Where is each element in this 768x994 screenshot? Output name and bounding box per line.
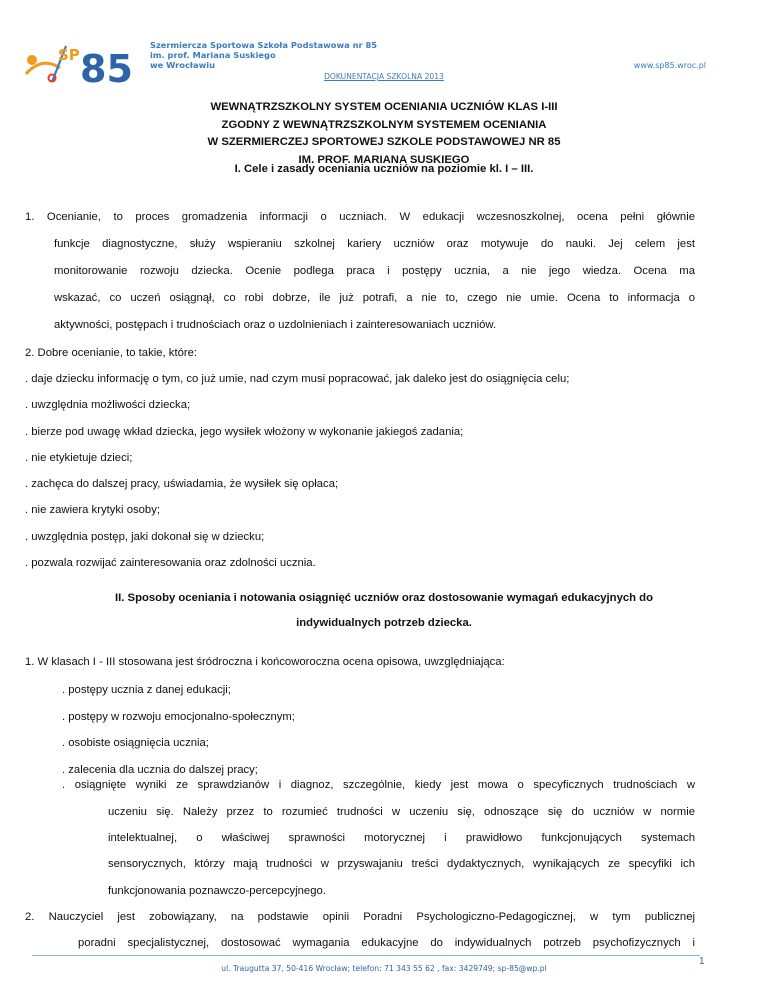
s1-paragraph-2: 2. Dobre ocenianie, to takie, które: — [25, 347, 198, 359]
document-title — [0, 99, 768, 169]
title-line: WEWNĄTRZSZKOLNY SYSTEM OCENIANIA UCZNIÓW KLAS I-III — [210, 101, 558, 113]
section-2-heading-line: II. Sposoby oceniania i notowania osiągnięć uczniów oraz dostosowanie wymagań edukacyjnych do — [115, 592, 653, 604]
s2-paragraph-1: 1. W klasach I - III stosowana jest śródroczna i końcoworoczna ocena opisowa, uwzględniająca: — [25, 656, 505, 668]
school-name — [150, 40, 377, 70]
s1-bullet: . uwzględnia możliwości dziecka; — [25, 399, 191, 411]
title-line: IM. PROF. MARIANA SUSKIEGO — [298, 153, 470, 166]
footer-divider — [32, 955, 700, 956]
s2-bullet: . zalecenia dla ucznia do dalszej pracy; — [62, 764, 258, 776]
s2-bullet: . postępy w rozwoju emocjonalno-społecznym; — [62, 711, 295, 723]
s1-bullet: . daje dziecku informację o tym, co już umie, nad czym musi popracować, jak daleko jest do osiągnięcia celu; — [25, 373, 570, 385]
s1-paragraph-1-line: monitorowanie rozwoju dziecka. Ocenie podlega praca i postępy ucznia, a nie jego wiedza. Ocena ma — [54, 265, 695, 277]
school-name-line: we Wrocławiu — [150, 60, 215, 70]
s1-bullet: . bierze pod uwagę wkład dziecka, jego wysiłek włożony w wykonanie jakiegoś zadania; — [25, 426, 464, 438]
s1-bullet: . uwzględnia postęp, jaki dokonał się w dziecku; — [25, 531, 265, 543]
s2-paragraph-2-line: 2. Nauczyciel jest zobowiązany, na podstawie opinii Poradni Psychologiczno-Pedagogicznej, w tym publicznej — [25, 911, 695, 923]
s2-long-bullet-line: uczeniu się. Należy przez to rozumieć trudności w uczeniu się, odnoszące się do uczniów w normie — [108, 806, 695, 818]
s1-bullet: . zachęca do dalszej pracy, uświadamia, że wysiłek się opłaca; — [25, 478, 339, 490]
s1-paragraph-1-line: aktywności, postępach i trudnościach oraz o uzdolnieniach i zainteresowaniach uczniów. — [54, 319, 497, 331]
svg-text:SP: SP — [58, 46, 80, 64]
school-name-line: im. prof. Mariana Suskiego — [150, 50, 276, 60]
school-name-line: Szermiercza Sportowa Szkoła Podstawowa nr 85 — [150, 40, 378, 50]
s1-bullet: . pozwala rozwijać zainteresowania oraz zdolności ucznia. — [25, 557, 316, 569]
section-1-heading: I. Cele i zasady oceniania uczniów na poziomie kl. I – III. — [234, 163, 534, 175]
s2-long-bullet-line: . osiągnięte wyniki ze sprawdzianów i diagnoz, szczególnie, kiedy jest mowa o specyficznych trudnościach w — [62, 779, 695, 791]
svg-text:85: 85 — [80, 47, 133, 86]
title-line: ZGODNY Z WEWNĄTRZSZKOLNYM SYSTEMEM OCENIANIA — [221, 118, 547, 131]
s1-bullet: . nie zawiera krytyki osoby; — [25, 504, 160, 516]
section-2-heading-line: indywidualnych potrzeb dziecka. — [296, 617, 472, 629]
s2-long-bullet-line: sensorycznych, którzy mają trudności w przyswajaniu treści dydaktycznych, wynikających ze specyfiki ich — [108, 858, 695, 870]
page-number: 1 — [699, 956, 705, 967]
s1-paragraph-1-line: wskazać, co uczeń osiągnął, co robi dobrze, ile już potrafi, a nie to, czego nie umie. Ocena to informacja o — [54, 292, 695, 304]
website-link[interactable]: www.sp85.wroc.pl — [633, 61, 706, 70]
s2-long-bullet-line: funkcjonowania poznawczo-percepcyjnego. — [108, 885, 326, 897]
s2-bullet: . postępy ucznia z danej edukacji; — [62, 684, 231, 696]
documentation-label: DOKUNENTACJA SZKOLNA 2013 — [324, 72, 444, 81]
title-line: W SZERMIERCZEJ SPORTOWEJ SZKOLE PODSTAWOWEJ NR 85 — [207, 136, 561, 149]
s1-bullet: . nie etykietuje dzieci; — [25, 452, 133, 464]
s2-long-bullet-line: intelektualnej, o właściwej sprawności motorycznej i prawidłowo funkcjonujących systemach — [108, 832, 695, 844]
s2-paragraph-2-line: poradni specjalistycznej, dostosować wymagania edukacyjne do indywidualnych potrzeb psychofizycznych i — [78, 937, 695, 949]
s2-bullet: . osobiste osiągnięcia ucznia; — [62, 737, 209, 749]
s1-paragraph-1-line: 1. Ocenianie, to proces gromadzenia informacji o uczniach. W edukacji wczesnoszkolnej, ocena pełni głównie — [25, 211, 695, 223]
s1-paragraph-1-line: funkcje diagnostyczne, służy wspieraniu szkolnej kariery uczniów oraz motywuje do nauki. Jej celem jest — [54, 238, 695, 250]
footer-address: ul. Traugutta 37, 50-416 Wrocław; telefon: 71 343 55 62 , fax: 3429749; sp-85@wp.pl — [221, 964, 547, 973]
